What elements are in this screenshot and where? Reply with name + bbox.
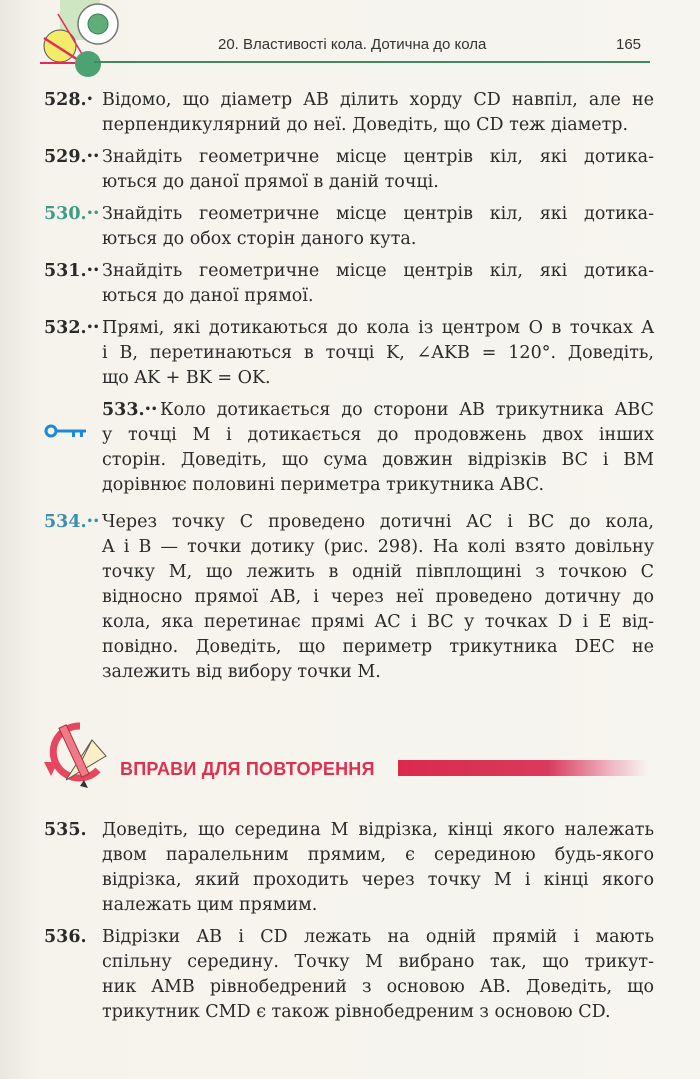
problem-text-line: ються до обох сторін даного кута. <box>102 229 417 249</box>
problem-number: 536. <box>44 927 87 947</box>
problem-text-line: Коло дотикається до сторони AB трикутника ABC <box>160 400 654 420</box>
problem-text-line: належать цим прямим. <box>102 895 318 915</box>
problem-text-line: точку M, що лежить в одній півплощині з точкою C <box>102 562 654 582</box>
problem-text-line: відносно прямої AB, і через неї проведено дотичну до <box>102 587 654 607</box>
page-header <box>0 0 700 80</box>
problem-text-line: двом паралельним прямим, є серединою будь-якого <box>102 845 654 865</box>
problem-text-line: Знайдіть геометричне місце центрів кіл, які дотика- <box>102 204 654 224</box>
problem-number: 532.•• <box>44 318 100 338</box>
compass-pencil-icon <box>40 718 120 793</box>
problem-text-line: відрізка, який проходить через точку M і кінці якого <box>102 870 654 890</box>
section-accent-bar <box>398 760 648 776</box>
problem-text-line: сторін. Доведіть, що сума довжин відрізків BC і BM <box>102 450 654 470</box>
problem-text-line: Знайдіть геометричне місце центрів кіл, які дотика- <box>102 261 654 281</box>
problem-text-line: кола, яка перетинає прямі AC і BC у точках D і E від- <box>102 612 654 632</box>
problem-number: 530.•• <box>44 204 100 224</box>
problem-534 <box>44 510 654 685</box>
problem-532 <box>44 316 654 391</box>
problem-number: 529.•• <box>44 147 100 167</box>
problem-530 <box>44 202 654 252</box>
problem-535 <box>44 818 654 918</box>
problem-text-line: Відомо, що діаметр AB ділить хорду CD навпіл, але не <box>102 90 654 110</box>
key-icon <box>44 423 94 439</box>
problem-text-line: залежить від вибору точки M. <box>102 662 381 682</box>
problem-text-line: Доведіть, що середина M відрізка, кінці якого належать <box>102 820 654 840</box>
problem-529 <box>44 145 654 195</box>
geometry-logo-icon <box>30 0 130 80</box>
problem-number: 535. <box>44 820 87 840</box>
problem-text-line: ються до даної прямої в даній точці. <box>102 172 439 192</box>
problem-text-line: спільну середину. Точку M вибрано так, що трикут- <box>102 952 654 972</box>
section-title: ВПРАВИ ДЛЯ ПОВТОРЕННЯ <box>120 759 375 779</box>
problem-text-line: що AK + BK = OK. <box>102 368 271 388</box>
problem-number: 533.•• <box>102 400 158 420</box>
problem-text-line: Знайдіть геометричне місце центрів кіл, які дотика- <box>102 147 654 167</box>
problem-text-line: Через точку C проведено дотичні AC і BC до кола, <box>102 512 654 532</box>
problem-text-line: ник AMB рівнобедрений з основою AB. Доведіть, що <box>102 977 654 997</box>
problem-528 <box>44 88 654 138</box>
problem-number: 528.• <box>44 90 94 110</box>
problem-number: 531.•• <box>44 261 100 281</box>
problem-text-line: і B, перетинаються в точці K, ∠AKB = 120°. Доведіть, <box>102 343 654 363</box>
problem-text-line: повідно. Доведіть, що периметр трикутника DEC не <box>102 637 654 657</box>
problem-text-line: трикутник CMD є також рівнобедреним з основою CD. <box>102 1002 611 1022</box>
problem-text-line: A і B — точки дотику (рис. 298). На колі взято довільну <box>102 537 654 557</box>
review-section-header <box>40 718 660 808</box>
problem-text-line: перпендикулярний до неї. Доведіть, що CD теж діаметр. <box>102 115 629 135</box>
problem-533 <box>102 398 654 423</box>
problem-number: 534.•• <box>44 512 100 532</box>
problem-text-line: Прямі, які дотикаються до кола із центром O в точках A <box>102 318 654 338</box>
problem-text-line: дорівнює половині периметра трикутника ABC. <box>102 475 545 495</box>
problem-text-line: ються до даної прямої. <box>102 286 314 306</box>
header-divider <box>94 61 650 63</box>
problem-text-line: у точці M і дотикається до продовжень двох інших <box>102 425 654 445</box>
problem-text-line: Відрізки AB і CD лежать на одній прямій і мають <box>102 927 654 947</box>
page-number: 165 <box>616 36 642 53</box>
chapter-title: 20. Властивості кола. Дотична до кола <box>218 36 487 53</box>
problem-536 <box>44 925 654 1025</box>
problem-531 <box>44 259 654 309</box>
problem-533-continued <box>102 423 654 498</box>
